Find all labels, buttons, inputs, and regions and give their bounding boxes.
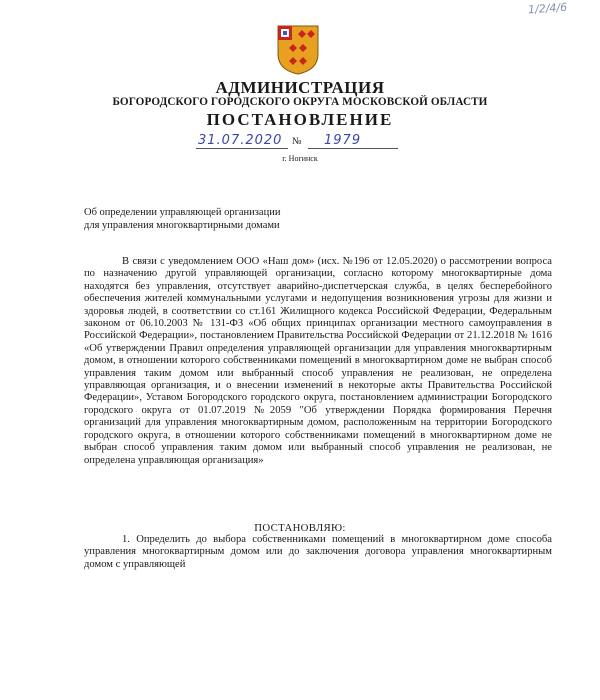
clause-1-paragraph: 1. Определить до выбора собственниками помещений в многоквартирном доме способа управления многоквартирным домом или до заключения договора управления многоквартирным домом с управляющей xyxy=(84,534,552,570)
number-underline xyxy=(308,148,398,149)
handwritten-number: 1979 xyxy=(324,133,362,148)
date-underline xyxy=(196,148,288,149)
handwritten-date: 31.07.2020 xyxy=(198,133,283,148)
org-title: АДМИНИСТРАЦИЯ xyxy=(215,78,385,97)
subject-line-1: Об определении управляющей организации xyxy=(84,207,281,218)
decree-heading: ПОСТАНОВЛЯЮ: xyxy=(254,522,346,534)
number-sign: № xyxy=(292,136,302,147)
preamble-paragraph: В связи с уведомлением ООО «Наш дом» (исх. №196 от 12.05.2020) о рассмотрении вопроса по назначению другой управляющей организации, согласно которому многоквартирные дома находятся без управления, отсутствует аварийно-диспетчерская служба, в целях бесперебойного обеспечения жителей коммунальными услугами и недопущения возникновения угрозы для жизни и здоровья людей, в соответствии со ст.161 Жилищного кодекса Российской Федерации, Федеральным законом от 06.10.2003 № 131-ФЗ «Об общих принципах организации местного самоуправления в Российской Федерации», постановлением Правительства Российской Федерации от 21.12.2018 № 1616 «Об утверждении Правил определения управляющей организации для управления многоквартирным домом, в отношении которого собственниками помещений в многоквартирном доме не выбран способ управления таким домом или выбранный способ управления не реализован, не определена управляющая организация, и о внесении изменений в некоторые акты Правительства Российской Федерации», Уставом Богородского городского округа, постановлением администрации Богородского городского округа от 01.07.2019 №2059 "Об утверждении Порядка формирования Перечня организаций для управления многоквартирным домом, расположенным на территории Богородского городского округа, в отношении которого собственниками помещений в многоквартирном доме не выбран способ управления таким домом или выбранный способ управления не реализован, не определена управляющая организация» xyxy=(84,256,552,466)
org-subtitle: БОГОРОДСКОГО ГОРОДСКОГО ОКРУГА МОСКОВСКОЙ ОБЛАСТИ xyxy=(112,96,488,108)
city-label: г. Ногинск xyxy=(282,154,318,163)
corner-handwritten-note: 1/2/4/6 xyxy=(527,0,568,17)
date-number-line xyxy=(196,134,406,152)
document-type: ПОСТАНОВЛЕНИЕ xyxy=(206,110,394,129)
coat-of-arms-icon xyxy=(276,24,320,76)
document-subject xyxy=(84,207,384,232)
subject-line-2: для управления многоквартирными домами xyxy=(84,219,280,231)
